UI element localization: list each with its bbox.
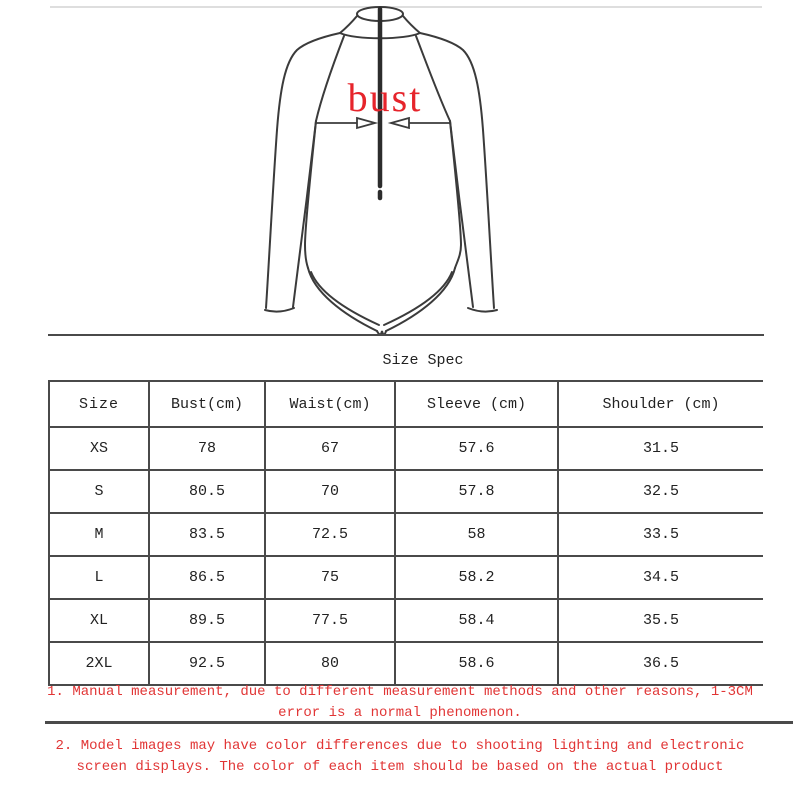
column-header-waist: Waist(cm) — [265, 381, 395, 427]
column-header-sleeve: Sleeve (cm) — [395, 381, 558, 427]
column-header-size: Size — [49, 381, 149, 427]
sleeve-cell: 57.8 — [395, 470, 558, 513]
table-row — [49, 599, 763, 642]
diagram-bottom-divider — [48, 334, 764, 336]
notes-divider-line — [45, 721, 793, 724]
waist-cell: 70 — [265, 470, 395, 513]
size-cell: L — [49, 556, 149, 599]
shoulder-cell: 36.5 — [558, 642, 763, 685]
size-cell: XS — [49, 427, 149, 470]
note-line: screen displays. The color of each item should be based on the actual product — [76, 759, 724, 775]
shoulder-cell: 33.5 — [558, 513, 763, 556]
bust-cell: 78 — [149, 427, 265, 470]
bust-cell: 92.5 — [149, 642, 265, 685]
table-row — [49, 513, 763, 556]
waist-cell: 75 — [265, 556, 395, 599]
note-line: error is a normal phenomenon. — [278, 705, 522, 721]
bodysuit-line-drawing-icon — [0, 0, 800, 345]
bust-cell: 89.5 — [149, 599, 265, 642]
table-row — [49, 470, 763, 513]
shoulder-cell: 32.5 — [558, 470, 763, 513]
sleeve-cell: 58.2 — [395, 556, 558, 599]
garment-diagram — [0, 0, 800, 345]
table-row — [49, 427, 763, 470]
table-row — [49, 642, 763, 685]
shoulder-cell: 35.5 — [558, 599, 763, 642]
waist-cell: 80 — [265, 642, 395, 685]
disclaimer-note-1 — [0, 682, 800, 724]
waist-cell: 72.5 — [265, 513, 395, 556]
table-row — [49, 556, 763, 599]
waist-cell: 67 — [265, 427, 395, 470]
note-line: 1. Manual measurement, due to different measurement methods and other reasons, 1-3CM — [47, 684, 753, 700]
column-header-shoulder: Shoulder (cm) — [558, 381, 763, 427]
shoulder-cell: 31.5 — [558, 427, 763, 470]
sleeve-cell: 58.6 — [395, 642, 558, 685]
bust-measurement-label: bust — [347, 75, 423, 120]
column-header-bust: Bust(cm) — [149, 381, 265, 427]
sleeve-cell: 58 — [395, 513, 558, 556]
bust-cell: 80.5 — [149, 470, 265, 513]
note-line: 2. Model images may have color differences due to shooting lighting and electronic — [55, 738, 745, 754]
size-cell: S — [49, 470, 149, 513]
shoulder-cell: 34.5 — [558, 556, 763, 599]
size-cell: XL — [49, 599, 149, 642]
size-spec-table — [48, 380, 763, 686]
size-cell: 2XL — [49, 642, 149, 685]
size-cell: M — [49, 513, 149, 556]
size-spec-title: Size Spec — [382, 352, 464, 369]
disclaimer-note-2 — [0, 736, 800, 778]
sleeve-cell: 58.4 — [395, 599, 558, 642]
waist-cell: 77.5 — [265, 599, 395, 642]
table-header-row — [49, 381, 763, 427]
bust-cell: 83.5 — [149, 513, 265, 556]
sleeve-cell: 57.6 — [395, 427, 558, 470]
bust-cell: 86.5 — [149, 556, 265, 599]
